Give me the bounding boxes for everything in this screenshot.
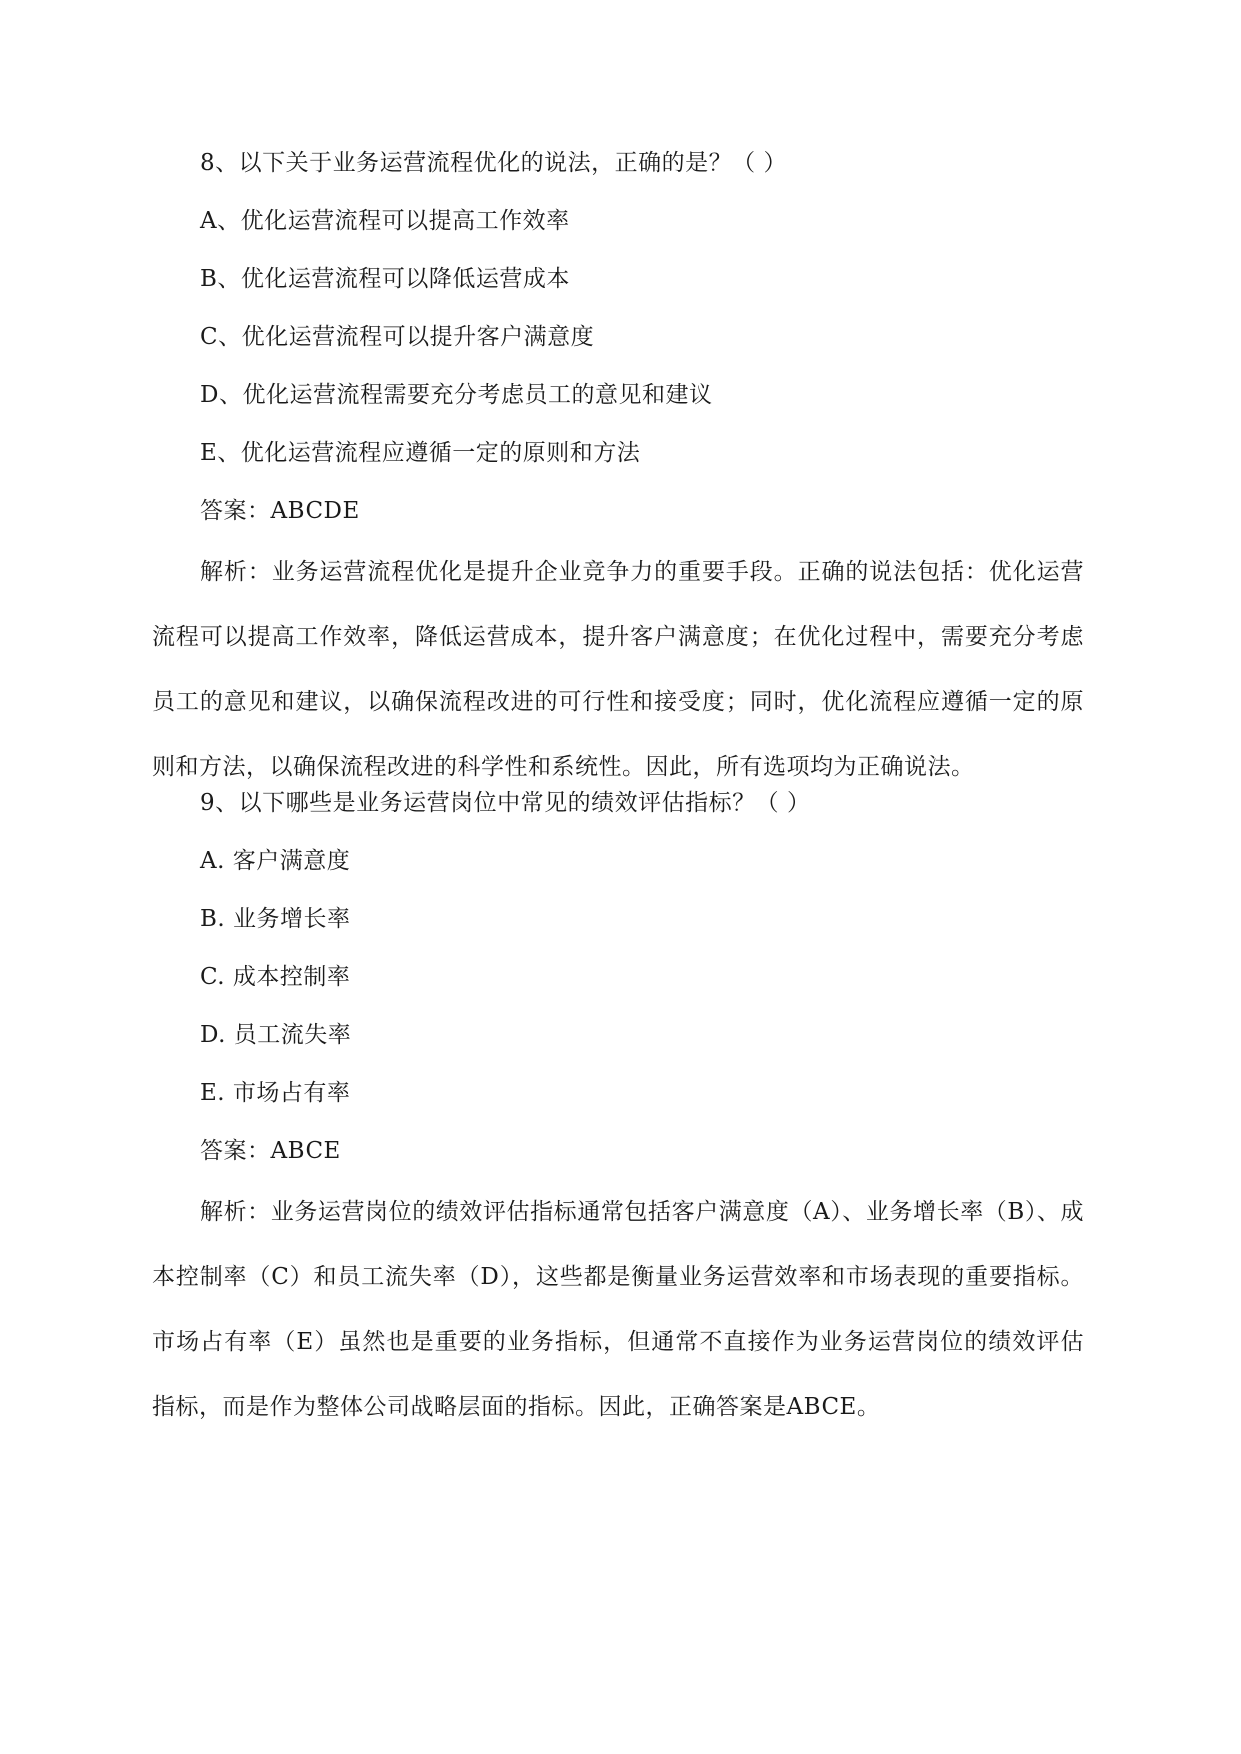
question-9-option-d: D. 员工流失率 (200, 1022, 352, 1048)
question-9-stem: 9、以下哪些是业务运营岗位中常见的绩效评估指标？（ ） (200, 790, 811, 816)
question-8-answer: 答案：ABCDE (200, 498, 360, 524)
question-8-option-d: D、优化运营流程需要充分考虑员工的意见和建议 (200, 382, 713, 408)
question-8-option-c: C、优化运营流程可以提升客户满意度 (200, 324, 595, 350)
question-9-option-b: B. 业务增长率 (200, 906, 351, 932)
question-8-option-e: E、优化运营流程应遵循一定的原则和方法 (200, 440, 641, 466)
question-9-option-e: E. 市场占有率 (200, 1080, 351, 1106)
question-9-answer: 答案：ABCE (200, 1138, 341, 1164)
question-9-option-a: A. 客户满意度 (200, 848, 351, 874)
question-8-stem: 8、以下关于业务运营流程优化的说法，正确的是？（ ） (200, 150, 787, 176)
question-9-analysis: 解析：业务运营岗位的绩效评估指标通常包括客户满意度（A）、业务增长率（B）、成本控制率（C）和员工流失率（D），这些都是衡量业务运营效率和市场表现的重要指标。市场占有率（E）虽然也是重要的业务指标，但通常不直接作为业务运营岗位的绩效评估指标，而是作为整体公司战略层面的指标。因此，正确答案是ABCE。 (152, 1199, 1084, 1420)
question-9-option-c: C. 成本控制率 (200, 964, 351, 990)
question-8-option-a: A、优化运营流程可以提高工作效率 (200, 208, 570, 234)
question-8-option-b: B、优化运营流程可以降低运营成本 (200, 266, 570, 292)
question-8-analysis: 解析：业务运营流程优化是提升企业竞争力的重要手段。正确的说法包括：优化运营流程可以提高工作效率，降低运营成本，提升客户满意度；在优化过程中，需要充分考虑员工的意见和建议，以确保流程改进的可行性和接受度；同时，优化流程应遵循一定的原则和方法，以确保流程改进的科学性和系统性。因此，所有选项均为正确说法。 (152, 559, 1084, 780)
